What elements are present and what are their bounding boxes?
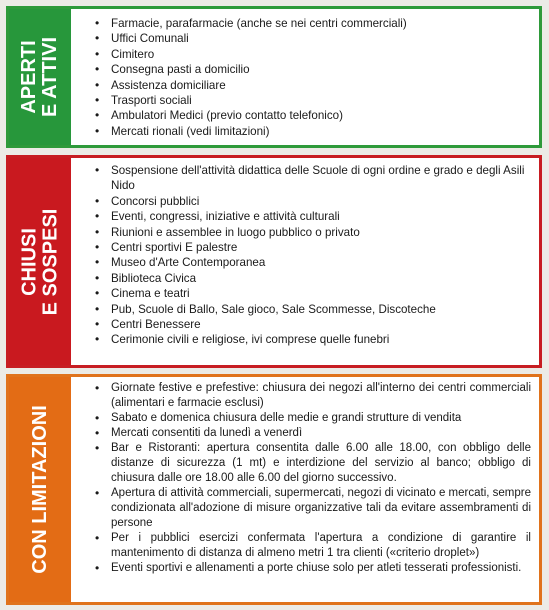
section-open-active-header (9, 9, 71, 145)
section-with-limitations-list (71, 377, 539, 602)
section-closed-suspended-list (71, 158, 539, 365)
list-item: • Museo d'Arte Contemporanea (111, 255, 529, 270)
list-item: • Per i pubblici esercizi confermata l'apertura a condizione di garantire il mantenimento di distanza di almeno metri 1 tra clienti («criterio droplet») (111, 531, 531, 561)
list-item: • Mercati rionali (vedi limitazioni) (111, 124, 529, 139)
list-item: • Farmacie, parafarmacie (anche se nei centri commerciali) (111, 16, 529, 31)
section-title-line: E ATTIVI (39, 37, 61, 117)
section-title-line: CHIUSI (18, 227, 40, 296)
list-item: • Centri sportivi E palestre (111, 240, 529, 255)
list-item: • Cimitero (111, 47, 529, 62)
list-item: • Uffici Comunali (111, 31, 529, 46)
section-open-active (6, 6, 542, 148)
list-item: • Trasporti sociali (111, 93, 529, 108)
list-item: • Biblioteca Civica (111, 271, 529, 286)
section-with-limitations-title (30, 405, 51, 574)
section-closed-suspended-header (9, 158, 71, 365)
list-item: • Cerimonie civili e religiose, ivi comprese quelle funebri (111, 332, 529, 347)
list-item: • Ambulatori Medici (previo contatto telefonico) (111, 108, 529, 123)
section-title-line: CON LIMITAZIONI (28, 405, 51, 574)
list-item: • Giornate festive e prefestive: chiusura dei negozi all'interno dei centri commerciali (alimentari e farmacie esclusi) (111, 381, 531, 411)
list-item: • Concorsi pubblici (111, 194, 529, 209)
list-item: • Sabato e domenica chiusura delle medie e grandi strutture di vendita (111, 411, 531, 426)
section-closed-suspended-title (19, 208, 61, 315)
list-item: • Cinema e teatri (111, 286, 529, 301)
section-with-limitations-header (9, 377, 71, 602)
list-item: • Eventi sportivi e allenamenti a porte chiuse solo per atleti tesserati professionisti. (111, 561, 531, 576)
list-item: • Apertura di attività commerciali, supermercati, negozi di vicinato e mercati, sempre condizionata all'adozione di misure organizzative tali da evitare assembramenti di persone (111, 486, 531, 531)
section-with-limitations (6, 374, 542, 605)
section-title-line: E SOSPESI (39, 208, 61, 315)
list-item: • Sospensione dell'attività didattica delle Scuole di ogni ordine e grado e degli Asili Nido (111, 163, 529, 194)
section-closed-suspended (6, 155, 542, 368)
section-title-line: APERTI (18, 40, 40, 114)
section-open-active-list (71, 9, 539, 145)
list-item: • Bar e Ristoranti: apertura consentita dalle 6.00 alle 18.00, con obbligo delle distanze di sicurezza (1 mt) e interdizione del servizio al banco; obbligo di chiusura dalle ore 18.00 alle 6.00 del giorno successivo. (111, 441, 531, 486)
list-item: • Consegna pasti a domicilio (111, 62, 529, 77)
section-open-active-title (19, 37, 61, 117)
list-item: • Mercati consentiti da lunedì a venerdì (111, 426, 531, 441)
list-item: • Assistenza domiciliare (111, 78, 529, 93)
list-item: • Centri Benessere (111, 317, 529, 332)
list-item: • Eventi, congressi, iniziative e attività culturali (111, 209, 529, 224)
list-item: • Pub, Scuole di Ballo, Sale gioco, Sale Scommesse, Discoteche (111, 302, 529, 317)
list-item: • Riunioni e assemblee in luogo pubblico o privato (111, 225, 529, 240)
